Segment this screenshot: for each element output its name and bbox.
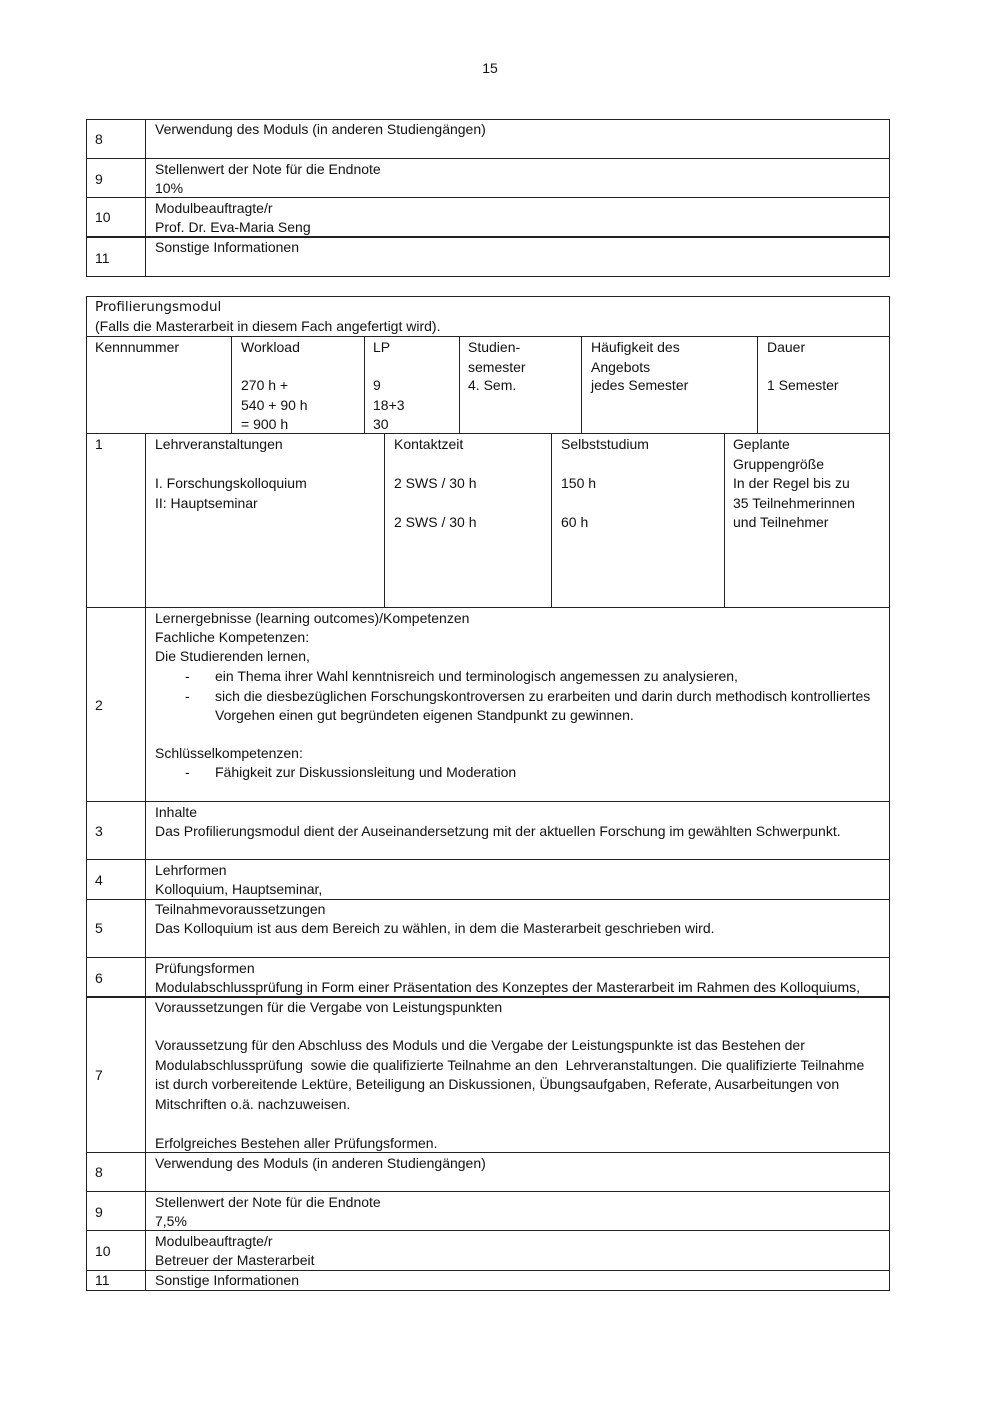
duration-label: Dauer [767, 339, 806, 355]
row-value: Prof. Dr. Eva-Maria Seng [155, 219, 311, 235]
semester-label: Studien- semester [468, 339, 526, 375]
row-number: 6 [95, 970, 103, 986]
credit-requirements-text: Voraussetzung für den Abschluss des Moduls und die Vergabe der Leistungspunkte ist das Bestehen der Modulabschlussprüfung sowie die qualifizierte Teilnahme an den Lehrveranstaltungen. Die qualifizierte Teilnahme ist durch vorbereitende Lektüre, Beteiligung an Diskussionen, Übungsaufgaben, Referate, Ausarbeitungen von Mitschriften o.ä. nachzuweisen. [155, 1037, 869, 1112]
contents-value: Das Profilierungsmodul dient der Auseinandersetzung mit der aktuellen Forschung im gewählten Schwerpunkt. [155, 823, 841, 839]
usage-label: Verwendung des Moduls (in anderen Studiengängen) [155, 1155, 486, 1171]
page-number: 15 [482, 60, 498, 76]
lp-label: LP [373, 339, 391, 355]
row-number: 11 [95, 1272, 110, 1288]
courses-list: I. Forschungskolloquium II: Hauptseminar [155, 475, 307, 511]
row-label: Stellenwert der Note für die Endnote [155, 161, 381, 177]
frequency-label: Häufigkeit des Angebots [591, 339, 680, 375]
row-label: Sonstige Informationen [155, 239, 299, 255]
row-label: Modulbeauftragte/r [155, 200, 273, 216]
semester-value: 4. Sem. [468, 377, 517, 393]
outcomes-subheading: Fachliche Kompetenzen: [155, 629, 310, 645]
row-number: 1 [95, 436, 103, 452]
prerequisites-value: Das Kolloquium ist aus dem Bereich zu wählen, in dem die Masterarbeit geschrieben wird. [155, 920, 715, 936]
contact-value: 2 SWS / 30 h 2 SWS / 30 h [394, 475, 477, 530]
group-size-label: Geplante Gruppengröße [733, 436, 825, 472]
workload-label: Workload [241, 339, 300, 355]
row-value: 10% [155, 180, 184, 196]
key-competences-heading: Schlüsselkompetenzen: [155, 745, 303, 761]
row-number: 7 [95, 1067, 103, 1083]
list-item: - sich die diesbezüglichen Forschungskontroversen zu erarbeiten und darin durch methodisch kontrolliertes Vorgehen einen gut begründeten eigenen Standpunkt zu gewinnen. [155, 687, 880, 726]
outcomes-heading: Lernergebnisse (learning outcomes)/Kompetenzen [155, 610, 470, 626]
list-item: - ein Thema ihrer Wahl kenntnisreich und terminologisch angemessen zu analysieren, [155, 667, 880, 687]
frequency-value: jedes Semester [591, 377, 689, 393]
row-number: 5 [95, 920, 103, 936]
row-number: 4 [95, 872, 103, 888]
workload-value: 270 h + 540 + 90 h = 900 h [241, 377, 308, 432]
duration-value: 1 Semester [767, 377, 839, 393]
row-number: 3 [95, 823, 103, 839]
outcomes-list [155, 667, 880, 726]
key-competences-list [155, 763, 880, 783]
outcomes-intro: Die Studierenden lernen, [155, 648, 310, 664]
teaching-forms-value: Kolloquium, Hauptseminar, [155, 881, 323, 897]
row-label: Verwendung des Moduls (in anderen Studiengängen) [155, 121, 486, 137]
teaching-forms-label: Lehrformen [155, 862, 227, 878]
grade-weight-label: Stellenwert der Note für die Endnote [155, 1194, 381, 1210]
credit-requirements-note: Erfolgreiches Bestehen aller Prüfungsformen. [155, 1135, 438, 1151]
contact-label: Kontaktzeit [394, 436, 464, 452]
grade-weight-value: 7,5% [155, 1213, 187, 1229]
kennnummer-label: Kennnummer [95, 339, 180, 355]
credit-requirements-label: Voraussetzungen für die Vergabe von Leistungspunkten [155, 999, 503, 1015]
row-number: 8 [95, 131, 103, 147]
other-info-label: Sonstige Informationen [155, 1272, 299, 1288]
module-lead-value: Betreuer der Masterarbeit [155, 1252, 315, 1268]
row-number: 9 [95, 1204, 103, 1220]
module-lead-label: Modulbeauftragte/r [155, 1233, 273, 1249]
lp-value: 9 18+3 30 [373, 377, 405, 432]
self-study-label: Selbststudium [561, 436, 649, 452]
exam-forms-label: Prüfungsformen [155, 960, 255, 976]
courses-label: Lehrveranstaltungen [155, 436, 283, 452]
row-number: 10 [95, 209, 111, 225]
row-number: 8 [95, 1164, 103, 1180]
group-size-value: In der Regel bis zu 35 Teilnehmerinnen und Teilnehmer [733, 475, 855, 530]
module-title: Profilierungsmodul [95, 299, 222, 315]
prerequisites-label: Teilnahmevoraussetzungen [155, 901, 326, 917]
row-number: 9 [95, 171, 103, 187]
module-subtitle: (Falls die Masterarbeit in diesem Fach angefertigt wird). [95, 318, 441, 334]
row-number: 10 [95, 1243, 111, 1259]
self-study-value: 150 h 60 h [561, 475, 597, 530]
list-item: - Fähigkeit zur Diskussionsleitung und Moderation [155, 763, 880, 783]
row-number: 11 [95, 250, 110, 266]
contents-label: Inhalte [155, 804, 198, 820]
row-number: 2 [95, 697, 103, 713]
exam-forms-value: Modulabschlussprüfung in Form einer Präsentation des Konzeptes der Masterarbeit im Rahmen des Kolloquiums, [155, 979, 861, 995]
